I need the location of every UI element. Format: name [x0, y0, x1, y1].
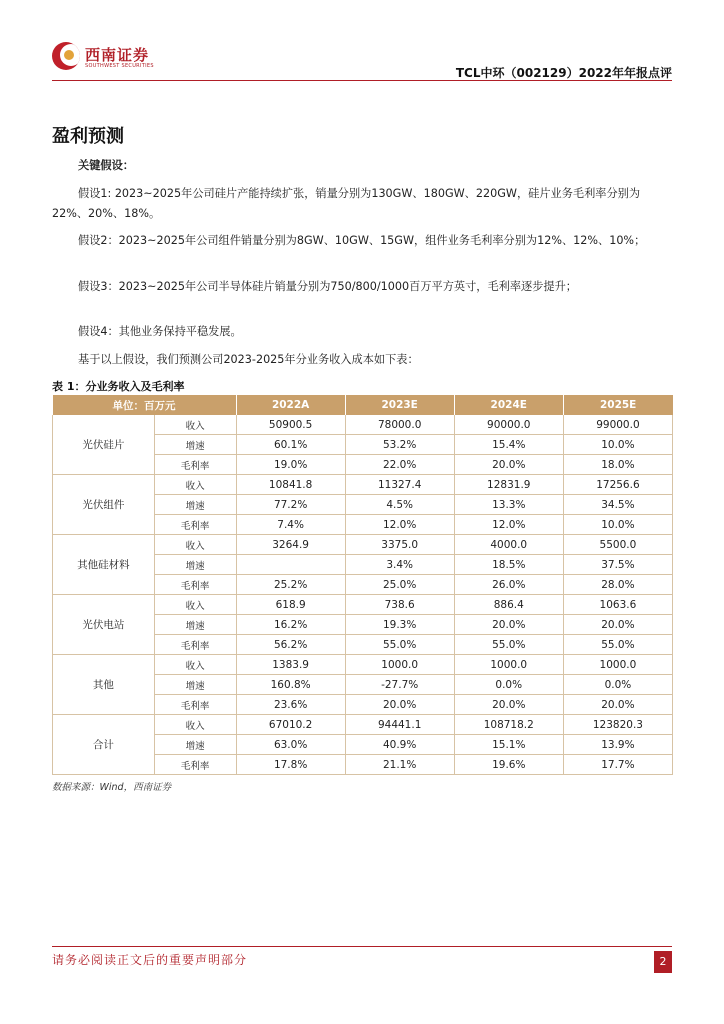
- table-cell: 1000.0: [563, 655, 672, 675]
- table-caption: 表 1：分业务收入及毛利率: [52, 380, 185, 393]
- table-cell: 99000.0: [563, 415, 672, 435]
- table-intro: 基于以上假设，我们预测公司2023-2025年分业务收入成本如下表：: [78, 353, 419, 366]
- table-cell: 63.0%: [236, 735, 345, 755]
- table-cell: 0.0%: [454, 675, 563, 695]
- table-cell: 18.0%: [563, 455, 672, 475]
- page-number: 2: [654, 951, 672, 973]
- table-cell: 10.0%: [563, 435, 672, 455]
- table-cell: 53.2%: [345, 435, 454, 455]
- logo-sun-icon: [64, 50, 74, 60]
- table-cell: 90000.0: [454, 415, 563, 435]
- segment-name: 光伏组件: [53, 475, 155, 535]
- table-cell: 160.8%: [236, 675, 345, 695]
- table-cell: 25.2%: [236, 575, 345, 595]
- table-cell: 20.0%: [454, 615, 563, 635]
- table-cell: 19.3%: [345, 615, 454, 635]
- table-cell: 55.0%: [345, 635, 454, 655]
- metric-label: 增速: [154, 735, 236, 755]
- metric-label: 毛利率: [154, 695, 236, 715]
- table-cell: 77.2%: [236, 495, 345, 515]
- metric-label: 收入: [154, 715, 236, 735]
- company-logo: [52, 42, 162, 78]
- table-cell: 40.9%: [345, 735, 454, 755]
- table-cell: 1000.0: [345, 655, 454, 675]
- metric-label: 增速: [154, 555, 236, 575]
- table-cell: 1063.6: [563, 595, 672, 615]
- table-row: [53, 655, 673, 675]
- table-cell: 67010.2: [236, 715, 345, 735]
- table-cell: 7.4%: [236, 515, 345, 535]
- data-source-note: 数据来源：Wind，西南证券: [52, 782, 172, 793]
- assumption-2: 假设2：2023~2025年公司组件销量分别为8GW、10GW、15GW，组件业务毛利率分别为12%、12%、10%；: [78, 234, 646, 247]
- unit-header: 单位：百万元: [53, 395, 237, 415]
- footer-disclaimer: 请务必阅读正文后的重要声明部分: [52, 953, 248, 967]
- metric-label: 毛利率: [154, 635, 236, 655]
- metric-label: 毛利率: [154, 515, 236, 535]
- table-cell: 94441.1: [345, 715, 454, 735]
- table-cell: 22.0%: [345, 455, 454, 475]
- table-cell: 78000.0: [345, 415, 454, 435]
- table-cell: 17.8%: [236, 755, 345, 775]
- table-cell: 20.0%: [454, 455, 563, 475]
- table-cell: 20.0%: [563, 615, 672, 635]
- metric-label: 收入: [154, 595, 236, 615]
- key-assumptions-label: 关键假设：: [78, 159, 134, 172]
- table-cell: 20.0%: [345, 695, 454, 715]
- table-cell: 56.2%: [236, 635, 345, 655]
- table-cell: 12.0%: [454, 515, 563, 535]
- table-cell: 37.5%: [563, 555, 672, 575]
- segment-name: 光伏硅片: [53, 415, 155, 475]
- table-cell: 34.5%: [563, 495, 672, 515]
- assumption-1: 假设1: 2023~2025年公司硅片产能持续扩张，销量分别为130GW、180GW、220GW，硅片业务毛利率分别为22%、20%、18%。: [52, 187, 641, 220]
- footer-divider: [52, 946, 672, 947]
- table-cell: 3.4%: [345, 555, 454, 575]
- metric-label: 收入: [154, 655, 236, 675]
- table-cell: 13.3%: [454, 495, 563, 515]
- table-header-row: [53, 395, 673, 415]
- table-row: [53, 715, 673, 735]
- year-header: 2022A: [236, 395, 345, 415]
- segment-name: 其他硅材料: [53, 535, 155, 595]
- table-cell: 0.0%: [563, 675, 672, 695]
- metric-label: 收入: [154, 535, 236, 555]
- table-cell: 55.0%: [563, 635, 672, 655]
- segment-name: 其他: [53, 655, 155, 715]
- table-cell: 19.0%: [236, 455, 345, 475]
- table-cell: 11327.4: [345, 475, 454, 495]
- year-header: 2024E: [454, 395, 563, 415]
- year-header: 2025E: [563, 395, 672, 415]
- metric-label: 增速: [154, 675, 236, 695]
- table-cell: 19.6%: [454, 755, 563, 775]
- table-cell: 4000.0: [454, 535, 563, 555]
- year-header: 2023E: [345, 395, 454, 415]
- table-row: [53, 415, 673, 435]
- business-revenue-table: [52, 395, 673, 775]
- table-cell: 17256.6: [563, 475, 672, 495]
- metric-label: 毛利率: [154, 575, 236, 595]
- table-cell: 16.2%: [236, 615, 345, 635]
- metric-label: 收入: [154, 475, 236, 495]
- assumption-4: 假设4：其他业务保持平稳发展。: [78, 325, 242, 338]
- table-cell: 618.9: [236, 595, 345, 615]
- table-cell: 1383.9: [236, 655, 345, 675]
- table-cell: 10841.8: [236, 475, 345, 495]
- header-divider: [52, 80, 672, 81]
- section-title: 盈利预测: [52, 126, 124, 147]
- table-cell: 28.0%: [563, 575, 672, 595]
- table-cell: 12831.9: [454, 475, 563, 495]
- table-cell: 17.7%: [563, 755, 672, 775]
- table-cell: -27.7%: [345, 675, 454, 695]
- table-cell: 20.0%: [454, 695, 563, 715]
- table-cell: 108718.2: [454, 715, 563, 735]
- table-cell: 25.0%: [345, 575, 454, 595]
- metric-label: 收入: [154, 415, 236, 435]
- table-cell: 50900.5: [236, 415, 345, 435]
- metric-label: 增速: [154, 615, 236, 635]
- table-cell: 3264.9: [236, 535, 345, 555]
- table-cell: 15.1%: [454, 735, 563, 755]
- metric-label: 增速: [154, 495, 236, 515]
- table-cell: 55.0%: [454, 635, 563, 655]
- logo-english-name: SOUTHWEST SECURITIES: [85, 63, 154, 69]
- metric-label: 毛利率: [154, 455, 236, 475]
- table-cell: 1000.0: [454, 655, 563, 675]
- table-cell: 12.0%: [345, 515, 454, 535]
- table-row: [53, 535, 673, 555]
- segment-name: 光伏电站: [53, 595, 155, 655]
- logo-chinese-name: 西南证券: [85, 46, 150, 64]
- table-cell: 10.0%: [563, 515, 672, 535]
- metric-label: 增速: [154, 435, 236, 455]
- table-row: [53, 475, 673, 495]
- table-cell: 20.0%: [563, 695, 672, 715]
- table-cell: 18.5%: [454, 555, 563, 575]
- table-cell: 5500.0: [563, 535, 672, 555]
- table-cell: 4.5%: [345, 495, 454, 515]
- assumption-3: 假设3：2023~2025年公司半导体硅片销量分别为750/800/1000百万平方英寸，毛利率逐步提升；: [78, 280, 577, 293]
- table-cell: 60.1%: [236, 435, 345, 455]
- table-cell: 738.6: [345, 595, 454, 615]
- table-cell: 23.6%: [236, 695, 345, 715]
- table-cell: 13.9%: [563, 735, 672, 755]
- table-row: [53, 595, 673, 615]
- report-title: TCL中环（002129）2022年年报点评: [455, 66, 672, 80]
- table-cell: 3375.0: [345, 535, 454, 555]
- table-cell: 21.1%: [345, 755, 454, 775]
- segment-name: 合计: [53, 715, 155, 775]
- table-cell: [236, 555, 345, 575]
- table-cell: 26.0%: [454, 575, 563, 595]
- metric-label: 毛利率: [154, 755, 236, 775]
- table-cell: 886.4: [454, 595, 563, 615]
- table-cell: 123820.3: [563, 715, 672, 735]
- table-cell: 15.4%: [454, 435, 563, 455]
